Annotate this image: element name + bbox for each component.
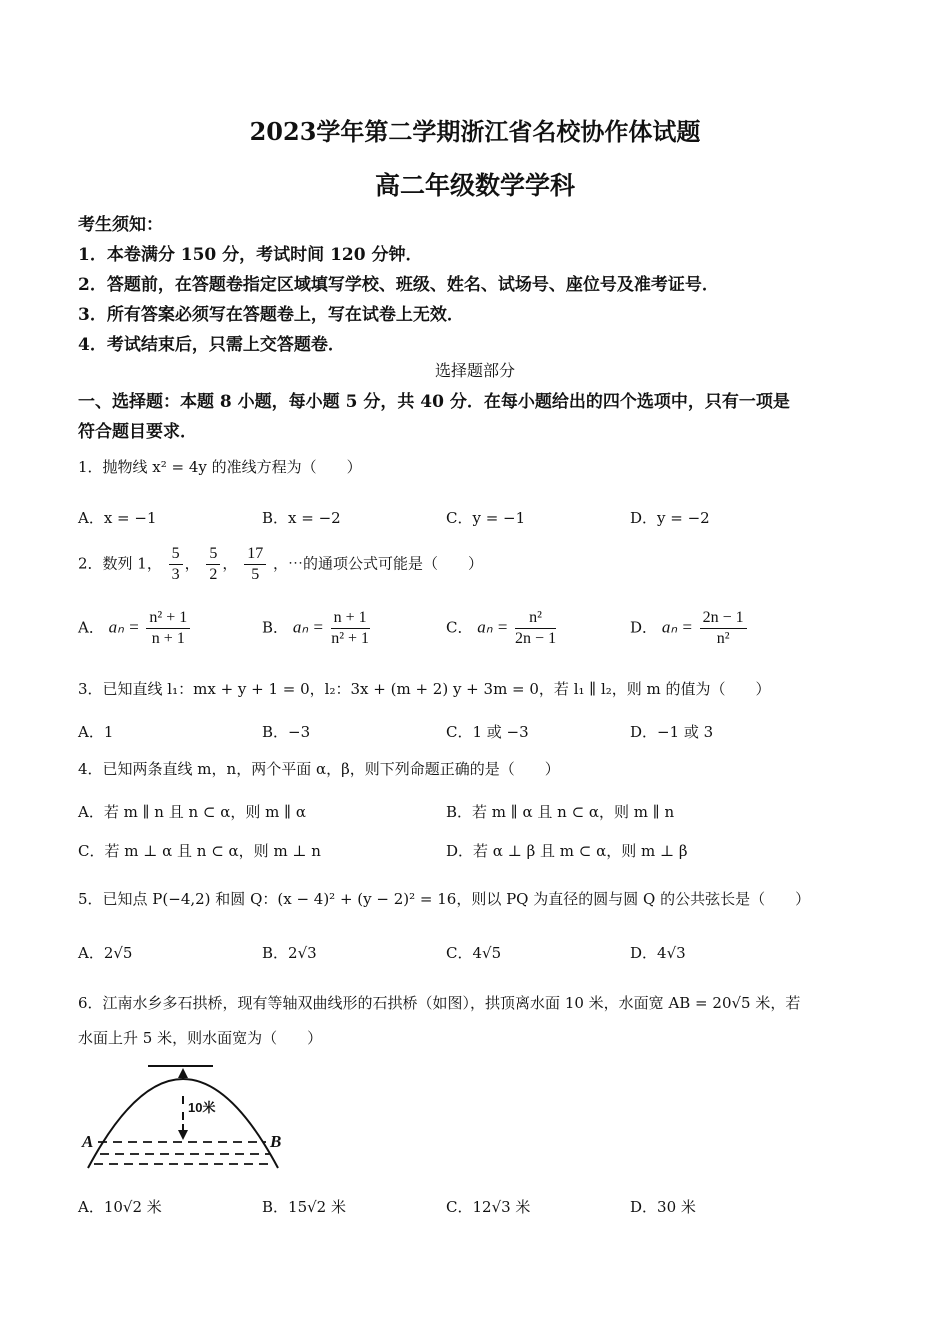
question-3-stem: 3．已知直线 l₁：mx + y + 1 = 0，l₂：3x + (m + 2) y + 3m = 0，若 l₁ ∥ l₂，则 m 的值为（ ） (78, 680, 771, 698)
question-1-stem: 1．抛物线 x² = 4y 的准线方程为（ ） (78, 458, 362, 476)
question-6-stem-line-2: 水面上升 5 米，则水面宽为（ ） (78, 1029, 323, 1047)
q3-option-c: C．1 或 −3 (446, 723, 529, 741)
height-label: 10米 (188, 1100, 216, 1115)
q2-stem-suffix: ，⋯的通项公式可能是（ ） (272, 554, 483, 573)
arch-bridge-figure (78, 1060, 298, 1175)
q1-option-a: A．x = −1 (78, 509, 157, 527)
notice-heading: 考生须知： (78, 215, 163, 235)
section-instruction-2: 符合题目要求． (78, 422, 197, 442)
q3-option-b: B．−3 (262, 723, 311, 741)
notice-item-1: 1．本卷满分 150 分，考试时间 120 分钟． (78, 245, 423, 265)
q5-option-a: A．2√5 (78, 944, 133, 962)
q3-option-a: A．1 (78, 723, 114, 741)
q4-option-c: C．若 m ⊥ α 且 n ⊂ α，则 m ⊥ n (78, 842, 321, 860)
q6-option-c: C．12√3 米 (446, 1198, 531, 1216)
q2-stem-fraction-1: $\frac{5}{3}$ (169, 544, 183, 585)
q6-option-a: A．10√2 米 (78, 1198, 162, 1216)
q2-option-a: A． aₙ = $\frac{\text{n² + 1}}{n + 1}$ (78, 608, 192, 649)
height-arrow (178, 1130, 188, 1140)
notice-item-2: 2．答题前，在答题卷指定区域填写学校、班级、姓名、试场号、座位号及准考证号． (78, 275, 719, 295)
q3-option-d: D．−1 或 3 (630, 723, 714, 741)
q2-stem-fraction-2: $\frac{5}{2}$ (206, 544, 220, 585)
q4-option-d: D．若 α ⊥ β 且 m ⊂ α，则 m ⊥ β (446, 842, 688, 860)
q6-option-b: B．15√2 米 (262, 1198, 346, 1216)
section-instruction-1: 一、选择题：本题 8 小题，每小题 5 分，共 40 分．在每小题给出的四个选项中，只有一项是 (78, 392, 790, 412)
q2-option-d: D． aₙ = $\frac{2n - 1}{\text{n²}}$ (630, 608, 749, 649)
q4-option-a: A．若 m ∥ n 且 n ⊂ α，则 m ∥ α (78, 803, 306, 821)
notice-item-3: 3．所有答案必须写在答题卷上，写在试卷上无效． (78, 305, 464, 325)
q1-option-b: B．x = −2 (262, 509, 341, 527)
exam-title: 2023学年第二学期浙江省名校协作体试题 (249, 117, 701, 146)
exam-subtitle: 高二年级数学学科 (374, 171, 575, 200)
point-a-label: A (82, 1132, 94, 1151)
q2-stem-prefix: 2．数列 1， (78, 554, 162, 573)
section-title: 选择题部分 (434, 361, 515, 380)
q4-option-b: B．若 m ∥ α 且 n ⊂ α，则 m ∥ n (446, 803, 675, 821)
q6-option-d: D．30 米 (630, 1198, 696, 1216)
q2-option-b: B． aₙ = $\frac{n + 1}{\text{n² + 1}}$ (262, 609, 370, 647)
point-b-label: B (270, 1132, 282, 1151)
q2-stem-fraction-3: $\frac{17}{5}$ (244, 544, 266, 585)
notice-item-4: 4．考试结束后，只需上交答题卷． (78, 335, 345, 355)
q1-option-c: C．y = −1 (446, 509, 526, 527)
q5-option-b: B．2√3 (262, 944, 317, 962)
question-4-stem: 4．已知两条直线 m，n，两个平面 α，β，则下列命题正确的是（ ） (78, 760, 560, 778)
question-5-stem: 5．已知点 P(−4,2) 和圆 Q：(x − 4)² + (y − 2)² = 16，则以 PQ 为直径的圆与圆 Q 的公共弦长是（ ） (78, 890, 811, 908)
question-2-stem: 2．数列 1， $\frac{5}{3}$ ， $\frac{5}{2}$ ， $\frac{17}{5}$ ，⋯的通项公式可能是（ ） (78, 545, 483, 583)
q1-option-d: D．y = −2 (630, 509, 710, 527)
q5-option-c: C．4√5 (446, 944, 502, 962)
q2-option-c: C． aₙ = $\frac{\text{n²}}{2n - 1}$ (446, 609, 557, 647)
q5-option-d: D．4√3 (630, 944, 686, 962)
question-6-stem-line-1: 6．江南水乡多石拱桥，现有等轴双曲线形的石拱桥（如图），拱顶离水面 10 米，水面宽 AB = 20√5 米，若 (78, 994, 801, 1012)
